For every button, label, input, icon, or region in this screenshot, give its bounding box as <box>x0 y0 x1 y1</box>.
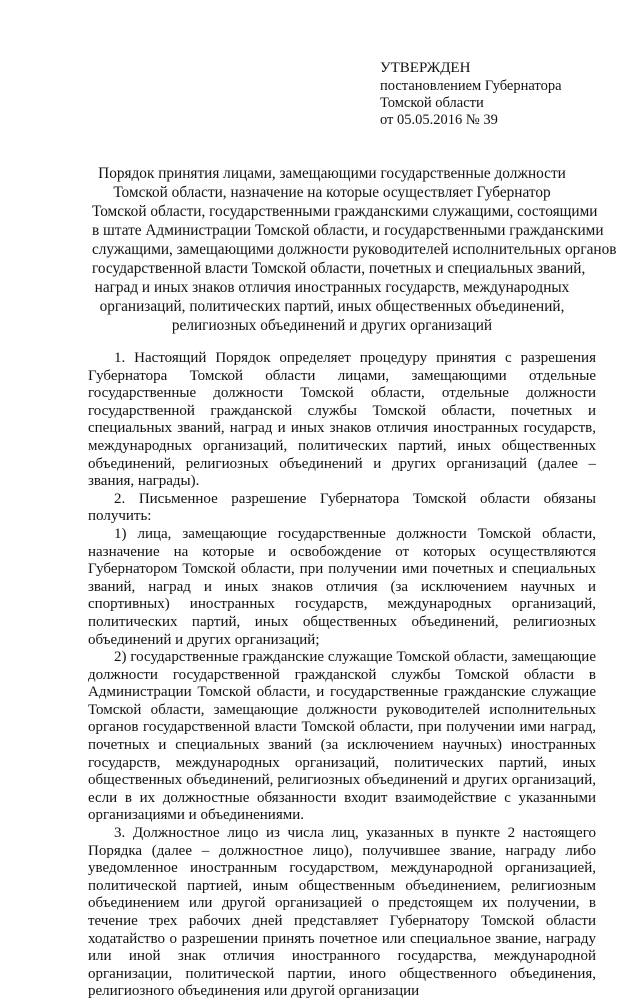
document-title <box>92 164 617 335</box>
approval-stamp <box>380 60 620 129</box>
subparagraph-2-1: 1) лица, замещающие государственные должности Томской области, назначение на которые и освобождение от которых осуществляются Губернатором Томской области, при получении ими почетных и специальных званий, наград и иных знаков отличия (за исключением научных и спортивных) иностранных государств, международных организаций, политических партий, иных общественных объединений, религиозных объединений и других организаций; <box>88 525 596 648</box>
subparagraph-2-2: 2) государственные гражданские служащие Томской области, замещающие должности государственной гражданской службы Томской области в Администрации Томской области, и государственные гражданские служащие Томской области, замещающие должности руководителей исполнительных органов государственной власти Томской области, при получении ими наград, почетных и специальных званий (за исключением научных) иностранных государств, международных организаций, политических партий, иных общественных объединений, религиозных объединений и других организаций, если в их должностные обязанности входит взаимодействие с указанными организациями и объединениями. <box>88 649 596 824</box>
paragraph-1: 1. Настоящий Порядок определяет процедуру принятия с разрешения Губернатора Томской области лицами, замещающими отдельные государственные должности Томской области, отдельные должности государственной гражданской службы Томской области, почетных и специальных званий, наград и иных знаков отличия иностранных государств, международных организаций, политических партий, иных общественных объединений, религиозных объединений и других организаций (далее – звания, награды). <box>88 350 596 490</box>
approval-line: Томской области <box>380 95 484 111</box>
paragraph-3: 3. Должностное лицо из числа лиц, указанных в пункте 2 настоящего Порядка (далее – должностное лицо), получившее звание, награду либо уведомленное иностранным государством, международной организацией, политической партией, иным общественным объединением, религиозным объединением или другой организацией о предстоящем их получении, в течение трех рабочих дней представляет Губернатору Томской области ходатайство о разрешении принять почетное или специальное звание, награду или иной знак отличия иностранного государства, международной организации, политической партии, иного общественного объединения, религиозного объединения или другой организации <box>88 825 596 1000</box>
approval-date-number: от 05.05.2016 № 39 <box>380 112 498 128</box>
paragraph-2: 2. Письменное разрешение Губернатора Томской области обязаны получить: <box>88 490 596 525</box>
approval-line: постановлением Губернатора <box>380 78 562 94</box>
title-line: организаций, политических партий, иных общественных объединений, <box>99 298 565 315</box>
title-line: служащими, замещающими должности руководителей исполнительных органов <box>92 241 617 258</box>
approval-heading: УТВЕРЖДЕН <box>380 60 471 76</box>
title-line: государственной власти Томской области, почетных и специальных званий, <box>92 260 586 277</box>
title-line: религиозных объединений и других организаций <box>171 317 493 334</box>
title-line: Томской области, назначение на которые осуществляет Губернатор <box>113 184 551 201</box>
title-line: наград и иных знаков отличия иностранных государств, международных <box>94 279 570 296</box>
document-body <box>88 350 596 1001</box>
title-line: в штате Администрации Томской области, и государственными гражданскими <box>92 222 604 239</box>
title-line: Томской области, государственными гражданскими служащими, состоящими <box>92 203 598 220</box>
title-line: Порядок принятия лицами, замещающими государственные должности <box>98 165 566 182</box>
